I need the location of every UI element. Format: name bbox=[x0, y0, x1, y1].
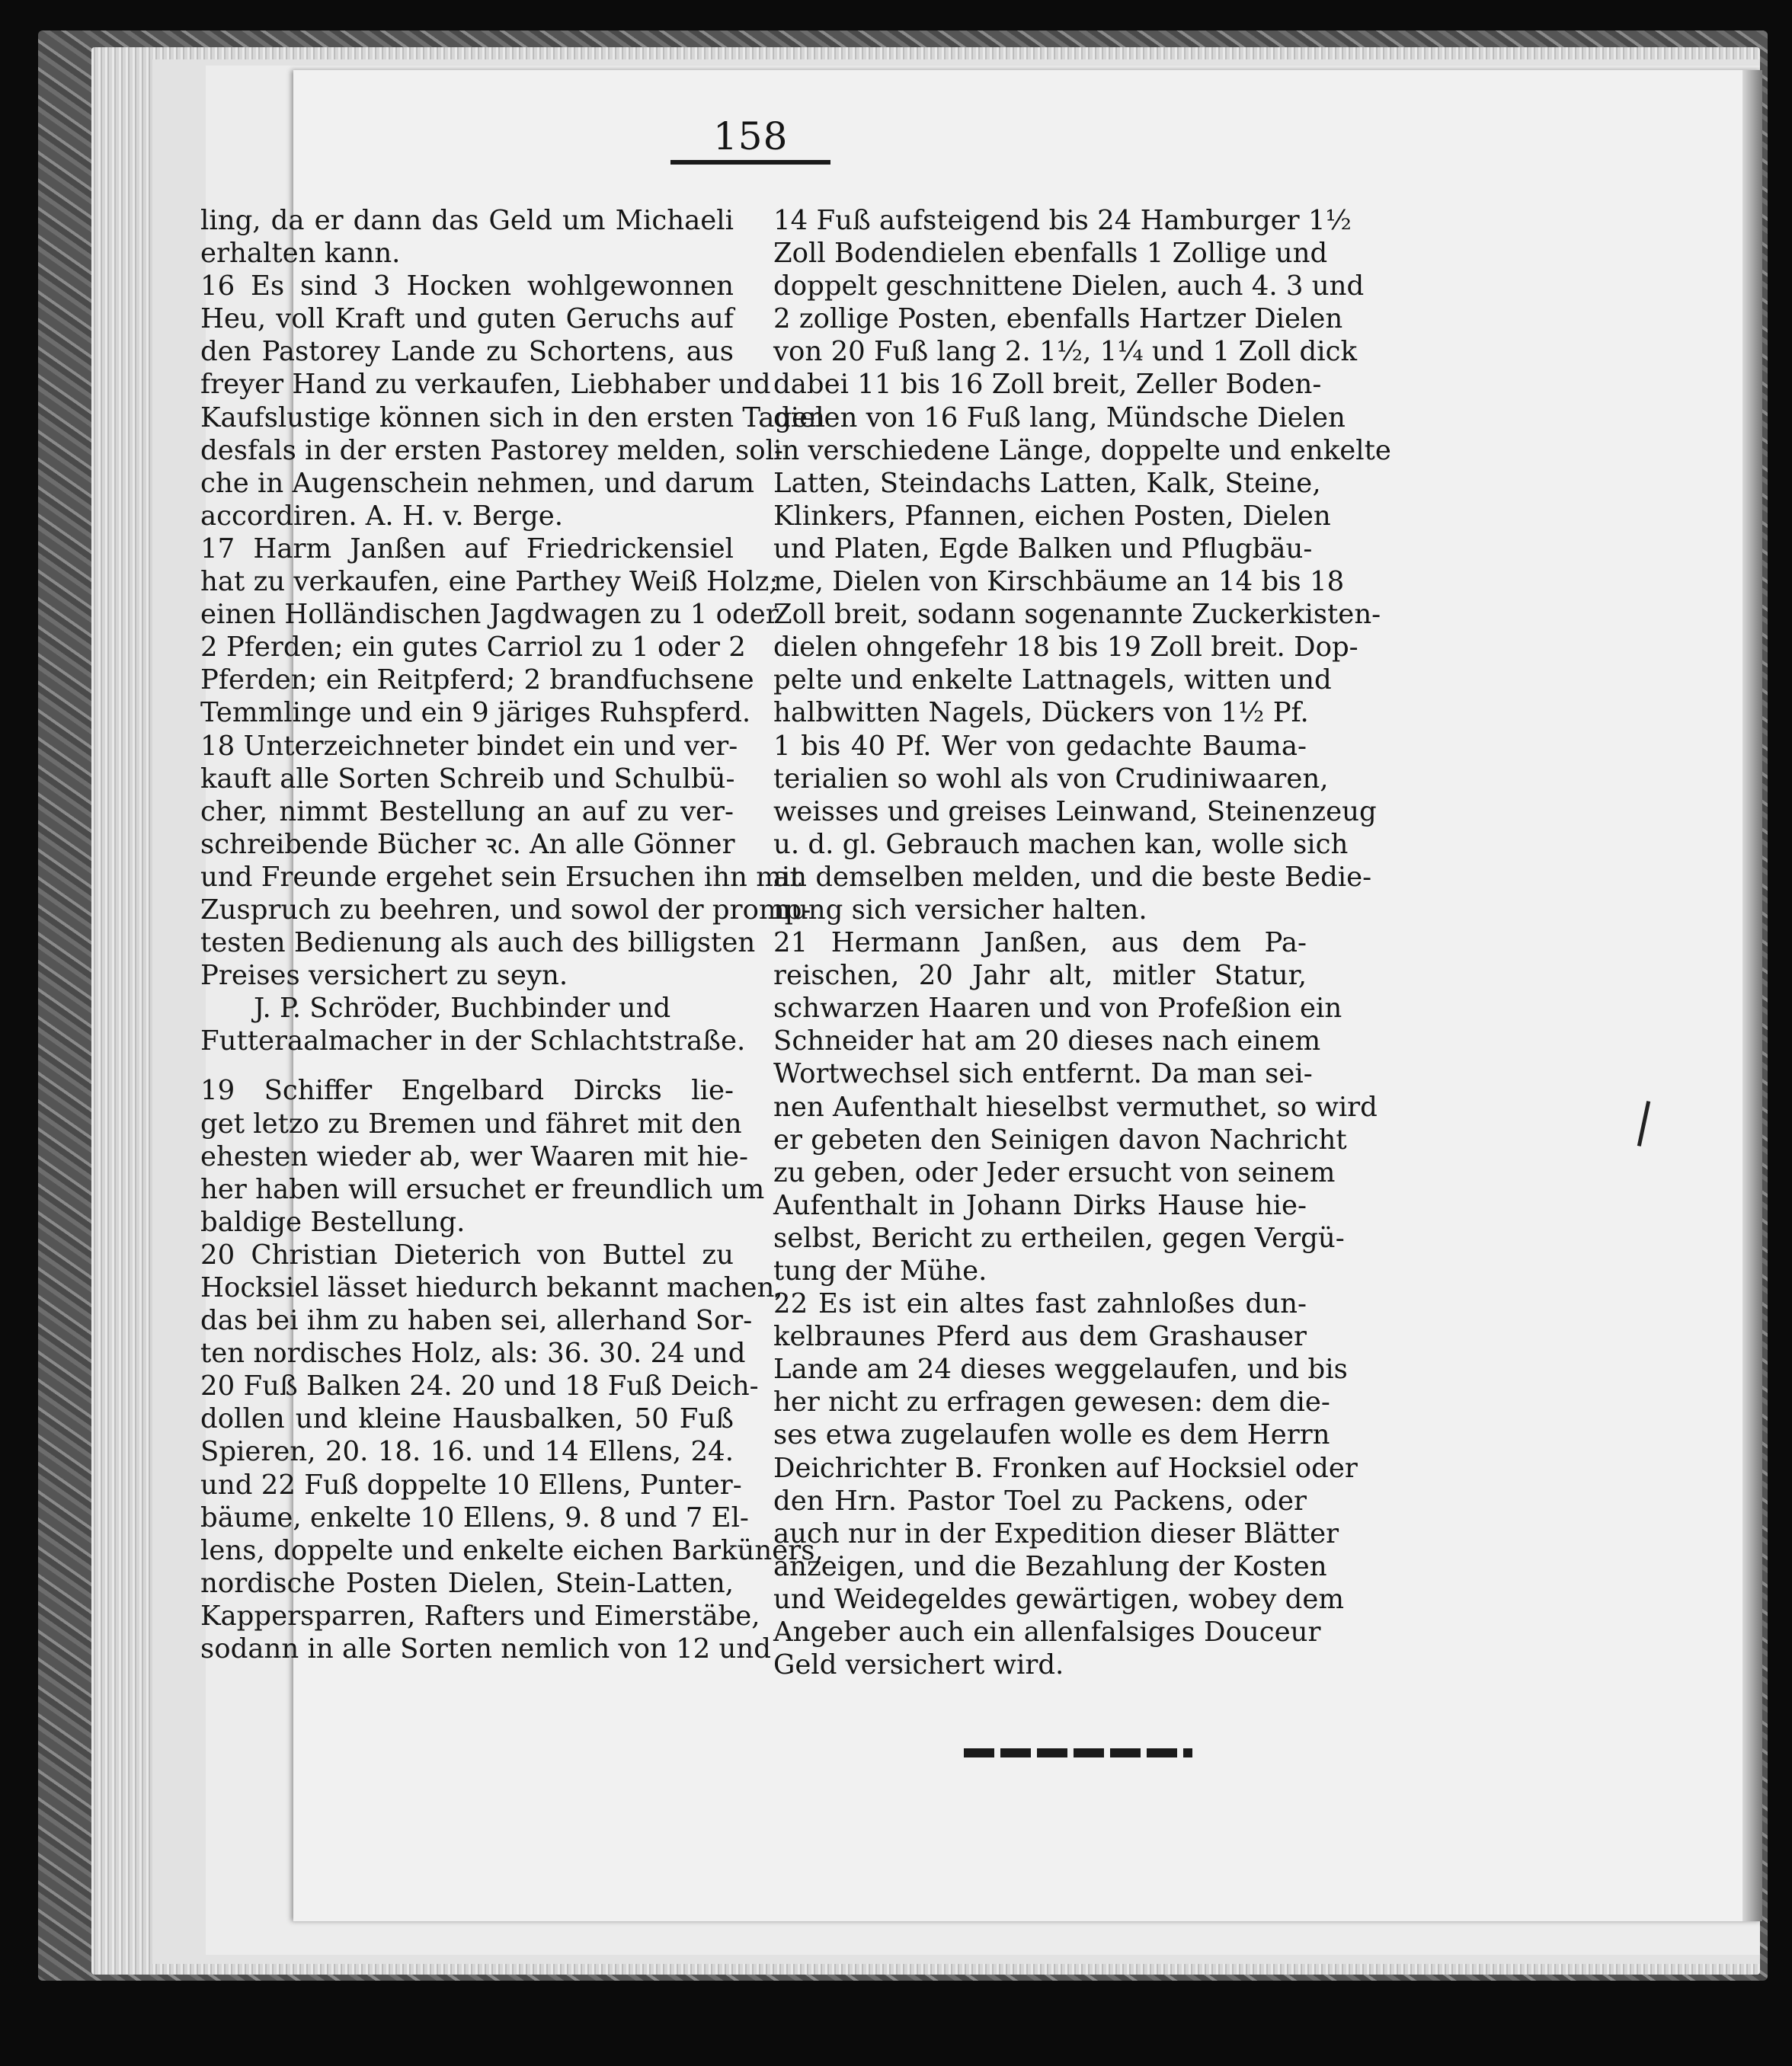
text-line: nen Aufenthalt hieselbst vermuthet, so wird bbox=[773, 1091, 1378, 1123]
text-line: 20 Fuß Balken 24. 20 und 18 Fuß Deich- bbox=[200, 1370, 759, 1402]
text-line: pelte und enkelte Lattnagels, witten und bbox=[773, 664, 1332, 696]
text-line: nung sich versicher halten. bbox=[773, 894, 1147, 926]
text-line: Temmlinge und ein 9 järiges Ruhspferd. bbox=[200, 697, 751, 729]
text-line: J. P. Schröder, Buchbinder und bbox=[254, 993, 671, 1025]
text-line: Wortwechsel sich entfernt. Da man sei- bbox=[773, 1058, 1313, 1090]
text-line: her nicht zu erfragen gewesen: dem die- bbox=[773, 1386, 1330, 1418]
text-line: doppelt geschnittene Dielen, auch 4. 3 und bbox=[773, 270, 1365, 302]
text-line: Kappersparren, Rafters und Eimerstäbe, bbox=[200, 1600, 760, 1632]
text-line: Schneider hat am 20 dieses nach einem bbox=[773, 1025, 1321, 1057]
text-line: u. d. gl. Gebrauch machen kan, wolle sich bbox=[773, 828, 1349, 860]
text-line: lens, doppelte und enkelte eichen Barküners, bbox=[200, 1534, 824, 1566]
text-line: auch nur in der Expedition dieser Blätter bbox=[773, 1518, 1339, 1550]
text-line: dielen ohngefehr 18 bis 19 Zoll breit. Dop- bbox=[773, 632, 1358, 664]
text-line: schreibende Bücher ꝛc. An alle Gönner bbox=[200, 828, 735, 860]
text-line: Pferden; ein Reitpferd; 2 brandfuchsene bbox=[200, 664, 754, 696]
text-line: Angeber auch ein allenfalsiges Douceur bbox=[773, 1617, 1321, 1649]
text-line: 18 Unterzeichneter bindet ein und ver- bbox=[200, 730, 738, 762]
left-text-column bbox=[200, 204, 826, 1665]
page-number: 158 bbox=[713, 114, 789, 158]
text-line: Zuspruch zu beehren, und sowol der promp- bbox=[200, 894, 811, 926]
text-line: kelbraunes Pferd aus dem Grashauser bbox=[773, 1321, 1307, 1353]
text-line: Lande am 24 dieses weggelaufen, und bis bbox=[773, 1354, 1348, 1386]
text-line: bäume, enkelte 10 Ellens, 9. 8 und 7 El- bbox=[200, 1502, 749, 1534]
text-line: anzeigen, und die Bezahlung der Kosten bbox=[773, 1550, 1327, 1582]
text-line: desfals in der ersten Pastorey melden, sol- bbox=[200, 434, 783, 466]
right-text-column bbox=[773, 204, 1391, 1681]
text-line: Heu, voll Kraft und guten Geruchs auf bbox=[200, 303, 734, 335]
text-line: testen Bedienung als auch des billigsten bbox=[200, 927, 756, 959]
text-line: einen Holländischen Jagdwagen zu 1 oder bbox=[200, 599, 779, 631]
text-line: und Freunde ergehet sein Ersuchen ihn mit bbox=[200, 861, 802, 893]
text-line: sodann in alle Sorten nemlich von 12 und bbox=[200, 1633, 772, 1665]
text-line: me, Dielen von Kirschbäume an 14 bis 18 bbox=[773, 566, 1345, 598]
text-line: 17 Harm Janßen auf Friedrickensiel bbox=[200, 532, 734, 564]
text-line: che in Augenschein nehmen, und darum bbox=[200, 467, 755, 499]
text-line: 20 Christian Dieterich von Buttel zu bbox=[200, 1239, 734, 1271]
text-line: Aufenthalt in Johann Dirks Hause hie- bbox=[773, 1189, 1307, 1221]
text-line: terialien so wohl als von Crudiniwaaren, bbox=[773, 763, 1329, 795]
text-line: zu geben, oder Jeder ersucht von seinem bbox=[773, 1156, 1336, 1188]
text-line: Kaufslustige können sich in den ersten Tagen bbox=[200, 401, 826, 433]
text-line: er gebeten den Seinigen davon Nachricht bbox=[773, 1124, 1347, 1156]
text-line: baldige Bestellung. bbox=[200, 1206, 466, 1238]
text-line: und 22 Fuß doppelte 10 Ellens, Punter- bbox=[200, 1469, 742, 1501]
text-line: Zoll breit, sodann sogenannte Zuckerkisten- bbox=[773, 599, 1381, 631]
text-line: halbwitten Nagels, Dückers von 1½ Pf. bbox=[773, 697, 1309, 729]
text-line: ses etwa zugelaufen wolle es dem Herrn bbox=[773, 1419, 1330, 1451]
text-line: dollen und kleine Hausbalken, 50 Fuß bbox=[200, 1403, 734, 1435]
text-line: Futteraalmacher in der Schlachtstraße. bbox=[200, 1025, 746, 1057]
text-line: cher, nimmt Bestellung an auf zu ver- bbox=[200, 795, 734, 827]
text-line: an demselben melden, und die beste Bedie- bbox=[773, 861, 1372, 893]
text-line: Spieren, 20. 18. 16. und 14 Ellens, 24. bbox=[200, 1436, 734, 1468]
text-line: in verschiedene Länge, doppelte und enkelte bbox=[773, 434, 1391, 466]
text-line: schwarzen Haaren und von Profeßion ein bbox=[773, 993, 1342, 1025]
text-line: reischen, 20 Jahr alt, mitler Statur, bbox=[773, 960, 1307, 992]
text-line: ehesten wieder ab, wer Waaren mit hie- bbox=[200, 1140, 749, 1172]
text-line: 2 zollige Posten, ebenfalls Hartzer Dielen bbox=[773, 303, 1343, 335]
text-line: accordiren. A. H. v. Berge. bbox=[200, 500, 563, 532]
text-line: freyer Hand zu verkaufen, Liebhaber und bbox=[200, 369, 771, 401]
text-line: Klinkers, Pfannen, eichen Posten, Dielen bbox=[773, 500, 1331, 532]
text-line: tung der Mühe. bbox=[773, 1255, 987, 1287]
text-line: erhalten kann. bbox=[200, 238, 401, 270]
text-line: get letzo zu Bremen und fähret mit den bbox=[200, 1108, 742, 1140]
text-line: Geld versichert wird. bbox=[773, 1649, 1064, 1681]
text-line: ling, da er dann das Geld um Michaeli bbox=[200, 205, 734, 236]
text-line: 16 Es sind 3 Hocken wohlgewonnen bbox=[200, 270, 734, 302]
text-line: kauft alle Sorten Schreib und Schulbü- bbox=[200, 763, 735, 795]
text-line: Latten, Steindachs Latten, Kalk, Steine, bbox=[773, 467, 1321, 499]
text-line: und Weidegeldes gewärtigen, wobey dem bbox=[773, 1583, 1345, 1615]
end-ornament-rule bbox=[964, 1748, 1192, 1757]
text-line: Hocksiel lässet hiedurch bekannt machen, bbox=[200, 1272, 783, 1303]
text-line: den Hrn. Pastor Toel zu Packens, oder bbox=[773, 1485, 1307, 1517]
text-line: 21 Hermann Janßen, aus dem Pa- bbox=[773, 927, 1307, 959]
text-line: und Platen, Egde Balken und Pflugbäu- bbox=[773, 532, 1313, 564]
text-line: von 20 Fuß lang 2. 1½, 1¼ und 1 Zoll dick bbox=[773, 336, 1358, 368]
text-line: 19 Schiffer Engelbard Dircks lie- bbox=[200, 1075, 734, 1107]
text-line: 14 Fuß aufsteigend bis 24 Hamburger 1½ bbox=[773, 205, 1352, 236]
text-line: her haben will ersuchet er freundlich um bbox=[200, 1173, 765, 1205]
text-line: Zoll Bodendielen ebenfalls 1 Zollige und bbox=[773, 238, 1328, 270]
text-line: nordische Posten Dielen, Stein-Latten, bbox=[200, 1567, 734, 1599]
text-line: ten nordisches Holz, als: 36. 30. 24 und bbox=[200, 1338, 746, 1370]
text-line: 22 Es ist ein altes fast zahnloßes dun- bbox=[773, 1288, 1307, 1320]
text-line: den Pastorey Lande zu Schortens, aus bbox=[200, 336, 734, 368]
text-line: dielen von 16 Fuß lang, Mündsche Dielen bbox=[773, 401, 1346, 433]
text-line: weisses und greises Leinwand, Steinenzeug bbox=[773, 795, 1377, 827]
text-line: Deichrichter B. Fronken auf Hocksiel oder bbox=[773, 1452, 1358, 1484]
text-line: das bei ihm zu haben sei, allerhand Sor- bbox=[200, 1305, 753, 1337]
text-line: 2 Pferden; ein gutes Carriol zu 1 oder 2 bbox=[200, 632, 746, 664]
text-line: selbst, Bericht zu ertheilen, gegen Vergü- bbox=[773, 1222, 1345, 1254]
text-line: dabei 11 bis 16 Zoll breit, Zeller Boden- bbox=[773, 369, 1322, 401]
text-line: Preises versichert zu seyn. bbox=[200, 960, 568, 992]
header-rule bbox=[670, 160, 830, 165]
text-line: 1 bis 40 Pf. Wer von gedachte Bauma- bbox=[773, 730, 1307, 762]
text-line: hat zu verkaufen, eine Parthey Weiß Holz; bbox=[200, 566, 779, 598]
page-gutter bbox=[1742, 70, 1762, 1921]
